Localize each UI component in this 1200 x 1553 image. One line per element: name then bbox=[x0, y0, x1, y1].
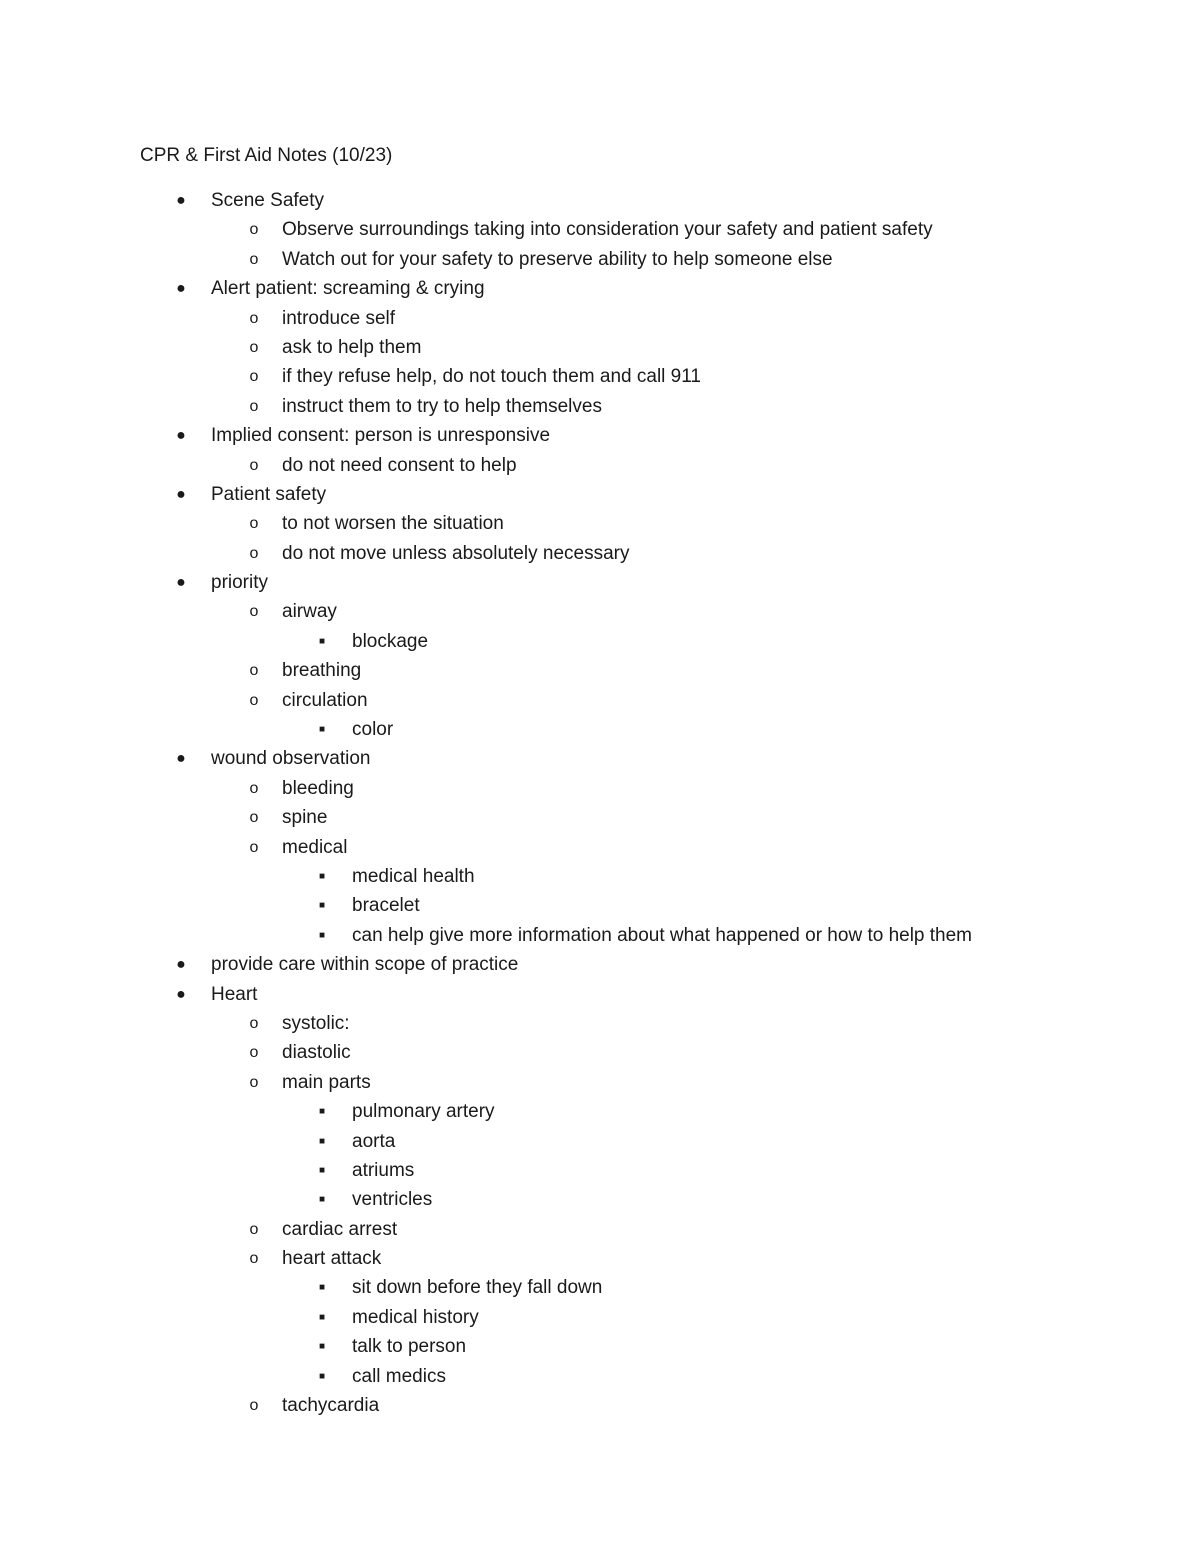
bullet-circle-icon: o bbox=[249, 1397, 259, 1415]
bullet-square-icon: ■ bbox=[318, 724, 326, 736]
list-item-text: breathing bbox=[282, 660, 362, 682]
list-item-level-2 bbox=[0, 1391, 1200, 1420]
list-item-text: medical health bbox=[352, 865, 475, 887]
list-item-text: talk to person bbox=[352, 1336, 467, 1358]
bullet-dot-icon: ● bbox=[176, 956, 186, 974]
list-item-text: Observe surroundings taking into consideration your safety and patient safety bbox=[282, 219, 933, 241]
list-item-text: wound observation bbox=[211, 748, 371, 770]
list-item-text: systolic: bbox=[282, 1012, 350, 1034]
list-item-text: introduce self bbox=[282, 307, 396, 329]
bullet-circle-icon: o bbox=[249, 309, 259, 327]
list-item-level-2 bbox=[0, 803, 1200, 832]
list-item-text: Patient safety bbox=[211, 483, 327, 505]
list-item-level-3 bbox=[0, 1332, 1200, 1361]
list-item-text: bleeding bbox=[282, 777, 354, 799]
list-item-text: color bbox=[352, 719, 394, 741]
bullet-circle-icon: o bbox=[249, 838, 259, 856]
bullet-circle-icon: o bbox=[249, 603, 259, 621]
list-item-level-2 bbox=[0, 774, 1200, 803]
bullet-dot-icon: ● bbox=[176, 192, 186, 209]
bullet-circle-icon: o bbox=[249, 397, 259, 415]
bullet-dot-icon: ● bbox=[176, 985, 186, 1003]
list-item-level-2 bbox=[0, 509, 1200, 538]
bullet-circle-icon: o bbox=[249, 691, 259, 709]
bullet-square-icon: ■ bbox=[318, 1164, 326, 1176]
bullet-circle-icon: o bbox=[249, 1250, 259, 1268]
bullet-square-icon: ■ bbox=[318, 870, 326, 882]
list-item-text: can help give more information about what happened or how to help them bbox=[352, 924, 973, 946]
list-item-text: atriums bbox=[352, 1159, 415, 1181]
list-item-level-2 bbox=[0, 333, 1200, 362]
list-item-level-2 bbox=[0, 451, 1200, 480]
list-item-level-2 bbox=[0, 1038, 1200, 1067]
list-item-level-3 bbox=[0, 1303, 1200, 1332]
bullet-circle-icon: o bbox=[249, 338, 259, 356]
list-item-text: provide care within scope of practice bbox=[211, 954, 519, 976]
bullet-dot-icon: ● bbox=[176, 427, 186, 445]
list-item-text: airway bbox=[282, 601, 337, 623]
bullet-circle-icon: o bbox=[249, 1044, 259, 1062]
list-item-text: if they refuse help, do not touch them and call 911 bbox=[282, 366, 701, 388]
list-item-level-2 bbox=[0, 539, 1200, 568]
list-item-text: Alert patient: screaming & crying bbox=[211, 278, 485, 300]
list-item-level-1 bbox=[0, 744, 1200, 773]
bullet-square-icon: ■ bbox=[318, 1341, 326, 1353]
list-item-text: spine bbox=[282, 807, 328, 829]
list-item-text: aorta bbox=[352, 1130, 396, 1152]
bullet-circle-icon: o bbox=[249, 1220, 259, 1238]
list-item-text: Implied consent: person is unresponsive bbox=[211, 425, 551, 447]
list-item-text: heart attack bbox=[282, 1248, 382, 1270]
list-item-text: call medics bbox=[352, 1365, 446, 1387]
list-item-level-1 bbox=[0, 421, 1200, 450]
bullet-square-icon: ■ bbox=[318, 1282, 326, 1294]
list-item-level-2 bbox=[0, 597, 1200, 626]
list-item-text: medical bbox=[282, 836, 348, 858]
bullet-square-icon: ■ bbox=[318, 929, 326, 941]
list-item-text: blockage bbox=[352, 630, 429, 652]
list-item-level-3 bbox=[0, 1273, 1200, 1302]
list-item-text: ventricles bbox=[352, 1189, 433, 1211]
list-item-level-2 bbox=[0, 1215, 1200, 1244]
list-item-level-1 bbox=[0, 480, 1200, 509]
list-item-level-3 bbox=[0, 627, 1200, 656]
bullet-circle-icon: o bbox=[249, 368, 259, 386]
document-title: CPR & First Aid Notes (10/23) bbox=[140, 145, 393, 166]
list-item-text: ask to help them bbox=[282, 336, 422, 358]
list-item-level-2 bbox=[0, 833, 1200, 862]
bullet-circle-icon: o bbox=[249, 221, 259, 239]
bullet-circle-icon: o bbox=[249, 456, 259, 474]
bullet-circle-icon: o bbox=[249, 515, 259, 533]
list-item-text: diastolic bbox=[282, 1042, 351, 1064]
bullet-dot-icon: ● bbox=[176, 750, 186, 768]
bullet-dot-icon: ● bbox=[176, 574, 186, 592]
list-item-text: instruct them to try to help themselves bbox=[282, 395, 602, 417]
bullet-square-icon: ■ bbox=[318, 1311, 326, 1323]
list-item-level-3 bbox=[0, 1156, 1200, 1185]
bullet-square-icon: ■ bbox=[318, 1370, 326, 1382]
bullet-circle-icon: o bbox=[249, 250, 259, 268]
list-item-text: circulation bbox=[282, 689, 368, 711]
list-item-level-3 bbox=[0, 1097, 1200, 1126]
list-item-text: main parts bbox=[282, 1071, 371, 1093]
list-item-level-3 bbox=[0, 1185, 1200, 1214]
bullet-square-icon: ■ bbox=[318, 1106, 326, 1118]
list-item-level-2 bbox=[0, 1068, 1200, 1097]
bullet-circle-icon: o bbox=[249, 1073, 259, 1091]
notes-list bbox=[0, 186, 1200, 1420]
list-item-level-3 bbox=[0, 921, 1200, 950]
bullet-square-icon: ■ bbox=[318, 1135, 326, 1147]
list-item-text: Scene Safety bbox=[211, 190, 325, 211]
list-item-level-1 bbox=[0, 950, 1200, 979]
list-item-level-2 bbox=[0, 656, 1200, 685]
bullet-square-icon: ■ bbox=[318, 900, 326, 912]
list-item-text: to not worsen the situation bbox=[282, 513, 504, 535]
list-item-level-3 bbox=[0, 1362, 1200, 1391]
bullet-square-icon: ■ bbox=[318, 635, 326, 647]
list-item-level-2 bbox=[0, 686, 1200, 715]
list-item-level-2 bbox=[0, 1244, 1200, 1273]
list-item-text: do not need consent to help bbox=[282, 454, 517, 476]
list-item-text: tachycardia bbox=[282, 1395, 380, 1417]
list-item-level-2 bbox=[0, 392, 1200, 421]
bullet-circle-icon: o bbox=[249, 779, 259, 797]
list-item-text: Watch out for your safety to preserve ability to help someone else bbox=[282, 248, 833, 270]
list-item-text: sit down before they fall down bbox=[352, 1277, 603, 1299]
bullet-circle-icon: o bbox=[249, 544, 259, 562]
list-item-level-3 bbox=[0, 862, 1200, 891]
list-item-level-1 bbox=[0, 568, 1200, 597]
list-item-text: medical history bbox=[352, 1306, 479, 1328]
list-item-level-3 bbox=[0, 1127, 1200, 1156]
list-item-text: Heart bbox=[211, 983, 258, 1005]
list-item-level-3 bbox=[0, 891, 1200, 920]
list-item-level-2 bbox=[0, 304, 1200, 333]
list-item-text: do not move unless absolutely necessary bbox=[282, 542, 630, 564]
list-item-text: bracelet bbox=[352, 895, 420, 917]
bullet-square-icon: ■ bbox=[318, 1194, 326, 1206]
list-item-text: pulmonary artery bbox=[352, 1101, 495, 1123]
list-item-level-1 bbox=[0, 186, 1200, 215]
bullet-dot-icon: ● bbox=[176, 280, 186, 298]
list-item-level-1 bbox=[0, 980, 1200, 1009]
bullet-dot-icon: ● bbox=[176, 485, 186, 503]
list-item-level-2 bbox=[0, 245, 1200, 274]
list-item-level-2 bbox=[0, 1009, 1200, 1038]
list-item-level-2 bbox=[0, 362, 1200, 391]
list-item-text: priority bbox=[211, 572, 269, 594]
list-item-level-2 bbox=[0, 215, 1200, 244]
bullet-circle-icon: o bbox=[249, 809, 259, 827]
bullet-circle-icon: o bbox=[249, 1014, 259, 1032]
list-item-level-3 bbox=[0, 715, 1200, 744]
list-item-level-1 bbox=[0, 274, 1200, 303]
bullet-circle-icon: o bbox=[249, 662, 259, 680]
list-item-text: cardiac arrest bbox=[282, 1218, 398, 1240]
